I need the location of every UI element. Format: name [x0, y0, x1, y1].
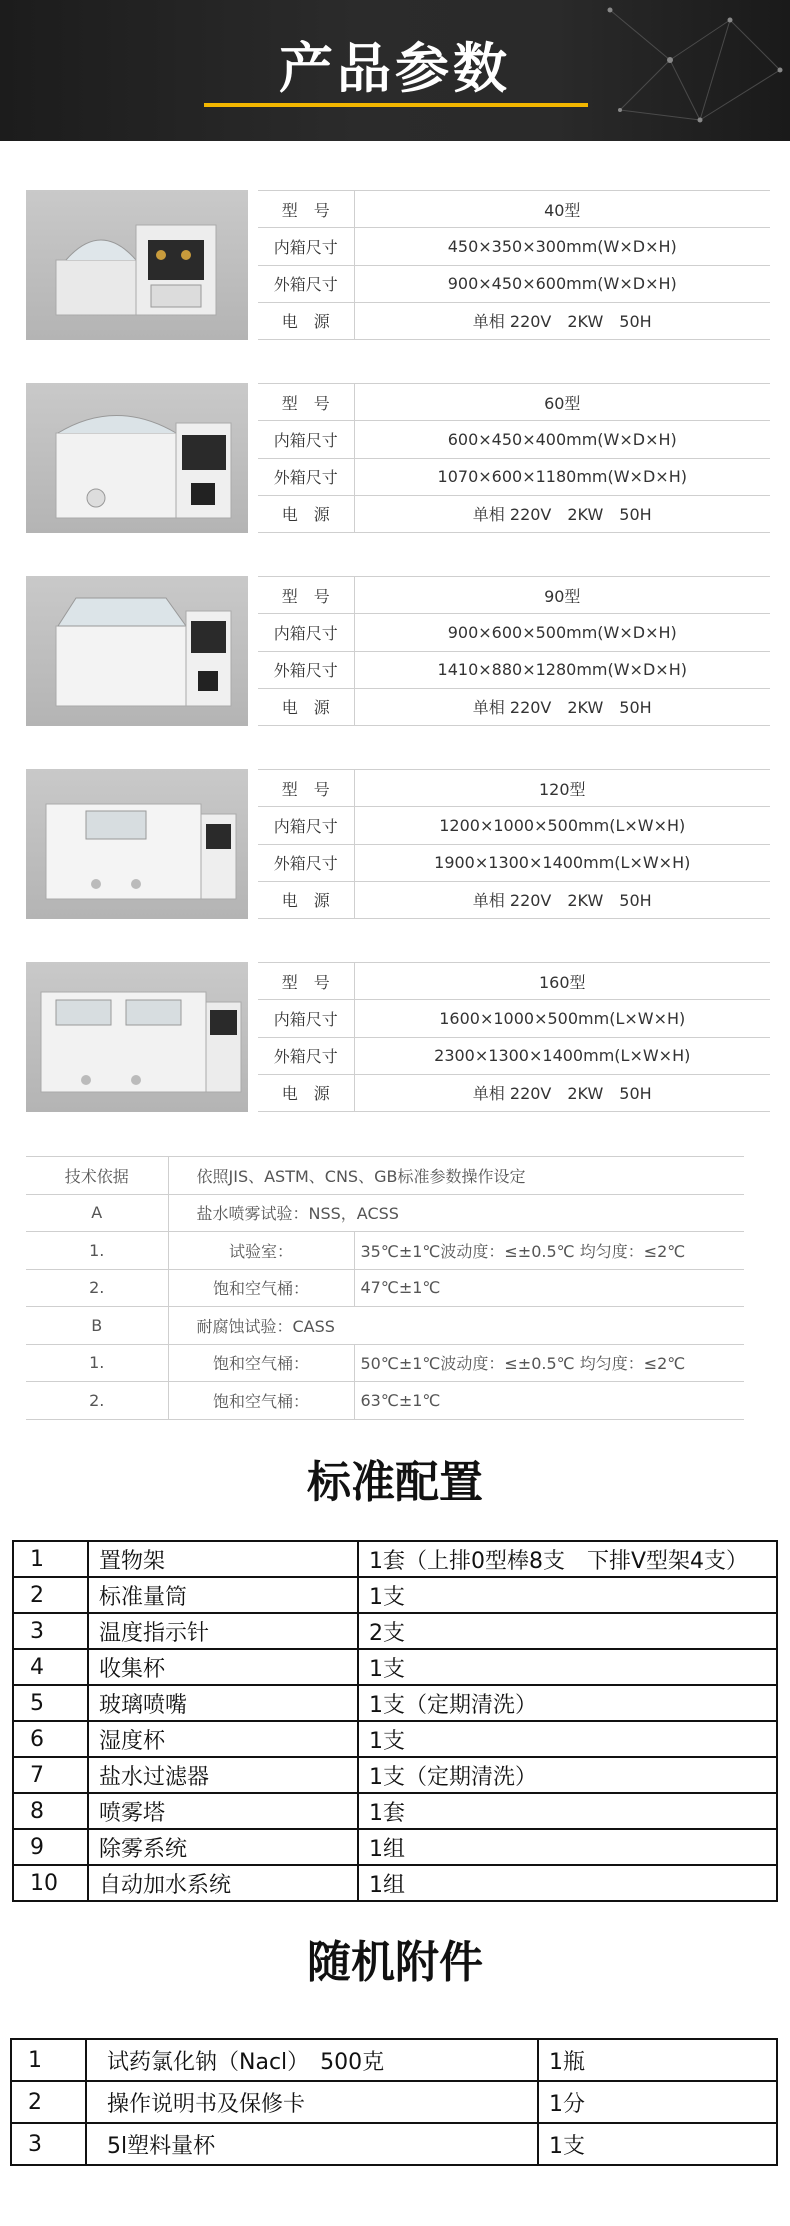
spec-key: 内箱尺寸	[258, 228, 354, 265]
tech-value: 47℃±1℃	[354, 1269, 744, 1307]
spec-value: 450×350×300mm(W×D×H)	[354, 228, 770, 265]
item-qty: 1支	[358, 1577, 777, 1613]
standard-config-heading: 标准配置	[307, 1457, 483, 1508]
spec-key: 型 号	[258, 770, 354, 807]
table-row	[13, 1541, 777, 1577]
item-name: 除雾系统	[88, 1829, 358, 1865]
row-number: 10	[13, 1865, 88, 1901]
spec-value: 1600×1000×500mm(L×W×H)	[354, 1000, 770, 1037]
row-number: 3	[11, 2123, 86, 2165]
spec-value: 1410×880×1280mm(W×D×H)	[354, 651, 770, 688]
row-number: 5	[13, 1685, 88, 1721]
spec-key: 内箱尺寸	[258, 807, 354, 844]
product-photo-60	[26, 383, 248, 533]
item-name: 喷雾塔	[88, 1793, 358, 1829]
row-number: 8	[13, 1793, 88, 1829]
tech-value: 35℃±1℃波动度：≤±0.5℃ 均匀度：≤2℃	[354, 1232, 744, 1270]
item-qty: 2支	[358, 1613, 777, 1649]
row-number: 2	[13, 1577, 88, 1613]
product-photo-40	[26, 190, 248, 340]
row-number: 4	[13, 1649, 88, 1685]
table-row	[13, 1613, 777, 1649]
product-block-40	[26, 190, 746, 340]
item-name: 标准量筒	[88, 1577, 358, 1613]
item-qty: 1支（定期清洗）	[358, 1685, 777, 1721]
spec-value: 600×450×400mm(W×D×H)	[354, 421, 770, 458]
spec-value: 900×450×600mm(W×D×H)	[354, 265, 770, 302]
spec-key: 电 源	[258, 495, 354, 532]
spec-value: 单相 220V 2KW 50H	[354, 495, 770, 532]
spec-key: 型 号	[258, 384, 354, 421]
row-number: 7	[13, 1757, 88, 1793]
item-qty: 1瓶	[538, 2039, 777, 2081]
accessories-heading: 随机附件	[307, 1937, 483, 1988]
tech-value: 盐水喷雾试验：NSS，ACSS	[168, 1194, 744, 1232]
item-name: 自动加水系统	[88, 1865, 358, 1901]
table-row	[13, 1649, 777, 1685]
item-qty: 1套	[358, 1793, 777, 1829]
item-qty: 1支（定期清洗）	[358, 1757, 777, 1793]
item-qty: 1分	[538, 2081, 777, 2123]
spec-key: 电 源	[258, 688, 354, 725]
page-title: 产品参数	[279, 37, 511, 100]
spec-table-160	[258, 962, 770, 1112]
table-row	[13, 1793, 777, 1829]
spec-key: 外箱尺寸	[258, 265, 354, 302]
item-name: 操作说明书及保修卡	[86, 2081, 538, 2123]
standard-config-table	[12, 1540, 778, 1902]
spec-key: 电 源	[258, 1074, 354, 1111]
tech-name: 饱和空气桶：	[168, 1269, 354, 1307]
tech-table	[26, 1156, 744, 1420]
spec-key: 型 号	[258, 963, 354, 1000]
spec-key: 型 号	[258, 191, 354, 228]
spec-value: 单相 220V 2KW 50H	[354, 302, 770, 339]
title-underline	[204, 103, 588, 107]
item-qty: 1套（上排0型棒8支 下排V型架4支）	[358, 1541, 777, 1577]
spec-key: 内箱尺寸	[258, 614, 354, 651]
spec-value: 120型	[354, 770, 770, 807]
item-qty: 1组	[358, 1865, 777, 1901]
product-block-160	[26, 962, 746, 1112]
table-row	[13, 1757, 777, 1793]
spec-value: 单相 220V 2KW 50H	[354, 881, 770, 918]
row-number: 6	[13, 1721, 88, 1757]
spec-value: 60型	[354, 384, 770, 421]
product-photo-160	[26, 962, 248, 1112]
header-banner	[0, 0, 790, 141]
item-name: 玻璃喷嘴	[88, 1685, 358, 1721]
product-photo-90	[26, 576, 248, 726]
spec-table-40	[258, 190, 770, 340]
spec-table-120	[258, 769, 770, 919]
tech-label: A	[26, 1194, 168, 1232]
tech-label: B	[26, 1307, 168, 1345]
item-qty: 1组	[358, 1829, 777, 1865]
spec-value: 2300×1300×1400mm(L×W×H)	[354, 1037, 770, 1074]
item-name: 收集杯	[88, 1649, 358, 1685]
table-row	[13, 1829, 777, 1865]
tech-num: 1.	[26, 1344, 168, 1382]
spec-table-60	[258, 383, 770, 533]
table-row	[11, 2081, 777, 2123]
tech-name: 试验室：	[168, 1232, 354, 1270]
spec-value: 单相 220V 2KW 50H	[354, 1074, 770, 1111]
tech-name: 饱和空气桶：	[168, 1382, 354, 1420]
spec-table-90	[258, 576, 770, 726]
spec-key: 内箱尺寸	[258, 421, 354, 458]
row-number: 9	[13, 1829, 88, 1865]
item-name: 温度指示针	[88, 1613, 358, 1649]
tech-name: 饱和空气桶：	[168, 1344, 354, 1382]
row-number: 3	[13, 1613, 88, 1649]
spec-value: 900×600×500mm(W×D×H)	[354, 614, 770, 651]
tech-num: 2.	[26, 1382, 168, 1420]
tech-num: 2.	[26, 1269, 168, 1307]
row-number: 2	[11, 2081, 86, 2123]
spec-key: 外箱尺寸	[258, 458, 354, 495]
table-row	[13, 1685, 777, 1721]
spec-key: 内箱尺寸	[258, 1000, 354, 1037]
spec-key: 外箱尺寸	[258, 651, 354, 688]
row-number: 1	[11, 2039, 86, 2081]
product-block-90	[26, 576, 746, 726]
tech-value: 63℃±1℃	[354, 1382, 744, 1420]
product-block-60	[26, 383, 746, 533]
spec-key: 外箱尺寸	[258, 1037, 354, 1074]
item-qty: 1支	[538, 2123, 777, 2165]
spec-value: 1070×600×1180mm(W×D×H)	[354, 458, 770, 495]
accessories-table	[10, 2038, 778, 2166]
spec-value: 单相 220V 2KW 50H	[354, 688, 770, 725]
item-name: 试药氯化钠（Nacl） 500克	[86, 2039, 538, 2081]
table-row	[13, 1865, 777, 1901]
row-number: 1	[13, 1541, 88, 1577]
item-qty: 1支	[358, 1649, 777, 1685]
tech-value: 50℃±1℃波动度：≤±0.5℃ 均匀度：≤2℃	[354, 1344, 744, 1382]
product-block-120	[26, 769, 746, 919]
tech-label: 技术依据	[26, 1157, 168, 1195]
spec-value: 160型	[354, 963, 770, 1000]
item-name: 置物架	[88, 1541, 358, 1577]
item-name: 湿度杯	[88, 1721, 358, 1757]
spec-value: 90型	[354, 577, 770, 614]
table-row	[13, 1721, 777, 1757]
tech-value: 耐腐蚀试验：CASS	[168, 1307, 744, 1345]
item-name: 5l塑料量杯	[86, 2123, 538, 2165]
spec-key: 外箱尺寸	[258, 844, 354, 881]
spec-value: 1900×1300×1400mm(L×W×H)	[354, 844, 770, 881]
table-row	[11, 2123, 777, 2165]
table-row	[13, 1577, 777, 1613]
table-row	[11, 2039, 777, 2081]
spec-value: 40型	[354, 191, 770, 228]
item-qty: 1支	[358, 1721, 777, 1757]
spec-key: 电 源	[258, 881, 354, 918]
spec-key: 电 源	[258, 302, 354, 339]
item-name: 盐水过滤器	[88, 1757, 358, 1793]
product-photo-120	[26, 769, 248, 919]
spec-key: 型 号	[258, 577, 354, 614]
tech-num: 1.	[26, 1232, 168, 1270]
tech-value: 依照JIS、ASTM、CNS、GB标准参数操作设定	[168, 1157, 744, 1195]
spec-value: 1200×1000×500mm(L×W×H)	[354, 807, 770, 844]
